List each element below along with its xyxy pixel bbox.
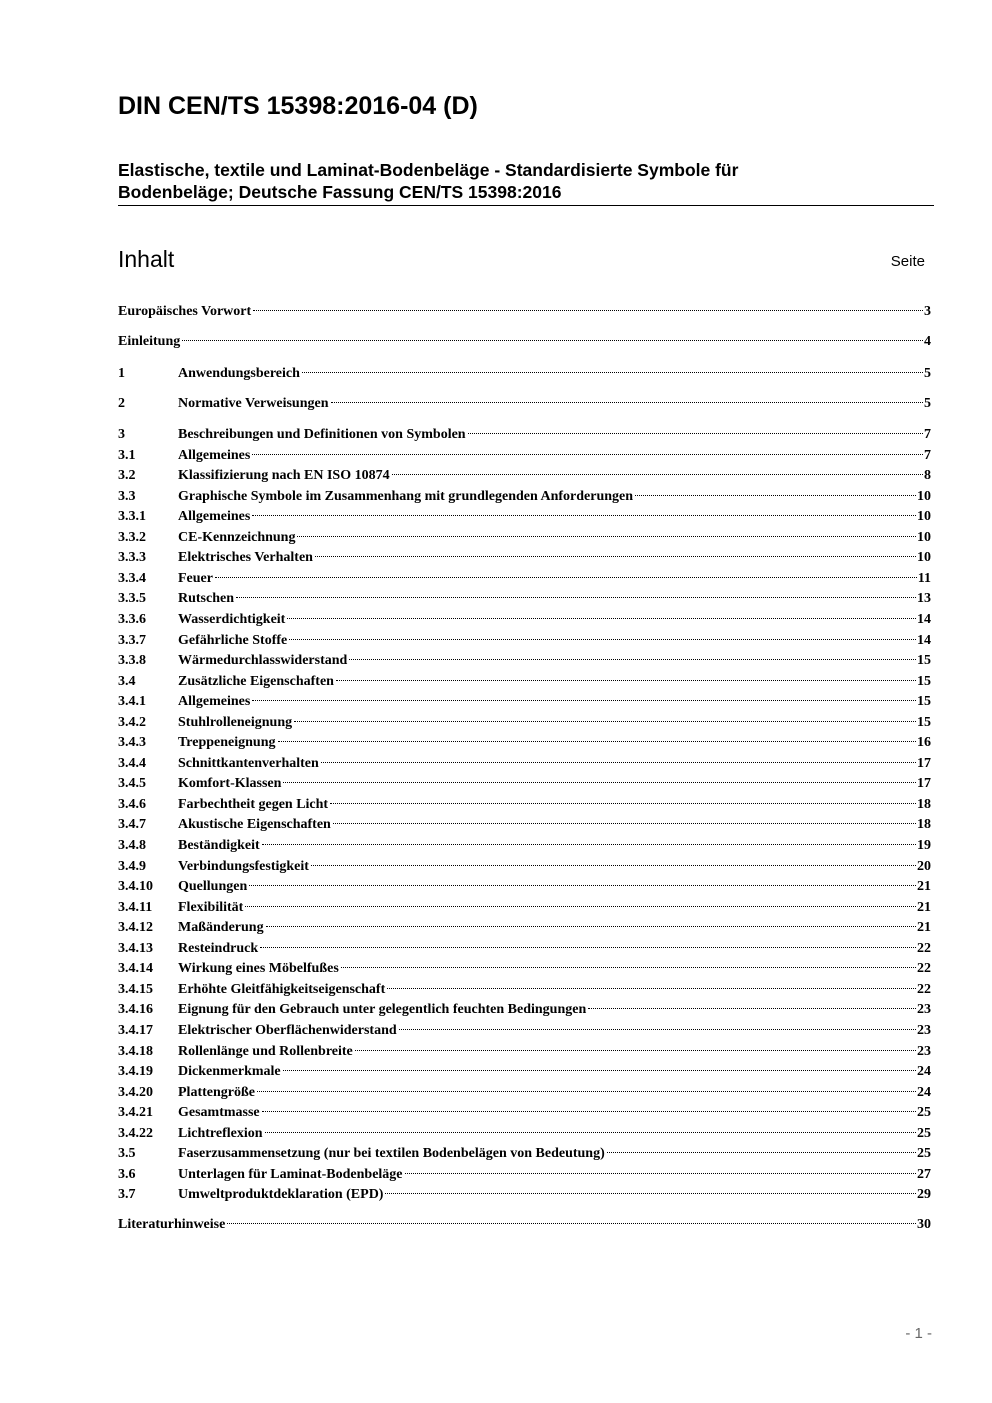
toc-entry-line [178, 774, 931, 794]
toc-entry-line [178, 672, 931, 692]
toc-entry-label: Rutschen [178, 591, 235, 607]
toc-entry-number: 3.3.6 [118, 611, 146, 627]
toc-entry[interactable] [118, 918, 931, 938]
subtitle-line-1: Elastische, textile und Laminat-Bodenbeläge - Standardisierte Symbole für [118, 160, 739, 180]
toc-dot-leader [236, 597, 916, 598]
toc-entry-label: Flexibilität [178, 899, 244, 915]
toc-entry[interactable] [118, 815, 931, 835]
toc-dot-leader [330, 803, 916, 804]
toc-dot-leader [336, 680, 916, 681]
toc-entry[interactable] [118, 610, 931, 630]
toc-entry-line [178, 569, 931, 589]
toc-entry-label: Zusätzliche Eigenschaften [178, 673, 334, 689]
toc-entry-line [178, 1185, 931, 1205]
toc-entry-number: 3 [118, 427, 125, 442]
toc-entry-page: 10 [917, 488, 931, 504]
toc-entry-number: 3.4.7 [118, 817, 146, 833]
toc-entry[interactable] [118, 487, 931, 507]
toc-dot-leader [302, 372, 923, 373]
toc-dot-leader [249, 885, 916, 886]
toc-entry-number: 3.4.20 [118, 1084, 153, 1100]
toc-entry-label: Plattengröße [178, 1084, 255, 1100]
toc-dot-leader [315, 556, 916, 557]
toc-dot-leader [182, 340, 923, 341]
toc-entry-page: 15 [917, 694, 931, 710]
toc-dot-leader [257, 1091, 916, 1092]
toc-entry-number: 3.6 [118, 1166, 136, 1182]
toc-entry-line [178, 1021, 931, 1041]
toc-entry-line [178, 651, 931, 671]
toc-entry-line [178, 815, 931, 835]
toc-entry-line [178, 918, 931, 938]
toc-entry-number: 3.3.3 [118, 550, 146, 566]
toc-entry-label: Allgemeines [178, 694, 251, 710]
toc-entry-page: 25 [917, 1105, 931, 1121]
toc-dot-leader [341, 967, 916, 968]
toc-dot-leader [252, 515, 916, 516]
toc-entry-label: Anwendungsbereich [178, 366, 300, 381]
toc-dot-leader [283, 782, 916, 783]
toc-entry-page: 13 [917, 591, 931, 607]
toc-entry-label: Akustische Eigenschaften [178, 817, 331, 833]
toc-entry-label: Rollenlänge und Rollenbreite [178, 1043, 353, 1059]
toc-entry-page: 27 [917, 1166, 931, 1182]
toc-entry-page: 3 [924, 304, 931, 319]
toc-entry[interactable] [118, 1103, 931, 1123]
toc-entry-number: 3.4.18 [118, 1043, 153, 1059]
toc-dot-leader [294, 721, 916, 722]
toc-entry-page: 21 [917, 899, 931, 915]
toc-entry-number: 3.3.5 [118, 591, 146, 607]
toc-entry[interactable] [118, 302, 931, 322]
toc-entry-page: 25 [917, 1146, 931, 1162]
toc-entry-line [178, 1103, 931, 1123]
toc-entry-label: Erhöhte Gleitfähigkeitseigenschaft [178, 981, 386, 997]
document-subtitle [118, 159, 934, 203]
toc-entry[interactable] [118, 631, 931, 651]
toc-dot-leader [266, 926, 916, 927]
toc-entry-page: 21 [917, 920, 931, 936]
toc-entry-line [178, 836, 931, 856]
toc-entry-line [178, 507, 931, 527]
toc-entry-page: 24 [917, 1064, 931, 1080]
toc-entry-page: 18 [917, 796, 931, 812]
toc-dot-leader [468, 433, 923, 434]
toc-entry-number: 3.4.9 [118, 858, 146, 874]
toc-entry-line [178, 425, 931, 445]
toc-entry-line [178, 980, 931, 1000]
toc-entry-line [178, 394, 931, 414]
toc-entry-number: 3.3.1 [118, 509, 146, 525]
toc-dot-leader [287, 618, 916, 619]
toc-entry-label: Gefährliche Stoffe [178, 632, 288, 648]
toc-entry-page: 17 [917, 776, 931, 792]
toc-entry[interactable] [118, 1185, 931, 1205]
toc-entry-number: 1 [118, 366, 125, 381]
toc-entry-number: 3.3.4 [118, 570, 146, 586]
toc-entry[interactable] [118, 692, 931, 712]
toc-entry-line [178, 1083, 931, 1103]
toc-entry[interactable] [118, 1042, 931, 1062]
toc-entry-label: CE-Kennzeichnung [178, 529, 296, 545]
toc-entry-line [178, 1124, 931, 1144]
toc-entry-number: 3.4.12 [118, 920, 153, 936]
toc-entry-page: 17 [917, 755, 931, 771]
toc-dot-leader [227, 1223, 916, 1224]
toc-entry[interactable] [118, 836, 931, 856]
toc-entry-line [178, 959, 931, 979]
page-column-heading: Seite [890, 253, 925, 270]
toc-dot-leader [262, 844, 916, 845]
toc-entry-number: 3.2 [118, 468, 136, 484]
toc-entry-number: 3.4 [118, 673, 136, 689]
toc-dot-leader [607, 1152, 916, 1153]
toc-entry[interactable] [118, 548, 931, 568]
toc-entry-page: 15 [917, 714, 931, 730]
toc-entry-page: 24 [917, 1084, 931, 1100]
toc-entry-label: Allgemeines [178, 509, 251, 525]
toc-entry[interactable] [118, 1021, 931, 1041]
toc-entry-label: Maßänderung [178, 920, 264, 936]
contents-heading: Inhalt [118, 246, 175, 272]
toc-entry-label: Beschreibungen und Definitionen von Symbolen [178, 427, 466, 442]
toc-dot-leader [289, 639, 916, 640]
toc-dot-leader [405, 1173, 916, 1174]
toc-entry-page: 4 [924, 334, 931, 349]
toc-entry-number: 2 [118, 396, 125, 411]
toc-entry-line [178, 1165, 931, 1185]
toc-entry-label: Resteindruck [178, 940, 259, 956]
toc-entry[interactable] [118, 980, 931, 1000]
toc-dot-leader [252, 454, 923, 455]
toc-entry[interactable] [118, 1062, 931, 1082]
toc-entry[interactable] [118, 754, 931, 774]
toc-entry-label: Allgemeines [178, 447, 251, 463]
toc-dot-leader [252, 700, 916, 701]
toc-entry[interactable] [118, 877, 931, 897]
toc-entry-page: 7 [924, 427, 931, 442]
toc-entry-line [178, 528, 931, 548]
toc-entry-page: 19 [917, 838, 931, 853]
toc-entry-line [178, 898, 931, 918]
toc-entry-label: Klassifizierung nach EN ISO 10874 [178, 468, 390, 484]
toc-entry-label: Gesamtmasse [178, 1105, 260, 1121]
toc-entry[interactable] [118, 446, 931, 466]
toc-dot-leader [262, 1111, 916, 1112]
toc-entry-page: 30 [917, 1217, 931, 1232]
toc-entry-page: 10 [917, 529, 931, 545]
toc-entry-page: 21 [917, 879, 931, 895]
toc-dot-leader [260, 947, 916, 948]
toc-entry-label: Feuer [178, 570, 213, 586]
toc-entry-page: 22 [917, 961, 931, 977]
toc-entry[interactable] [118, 507, 931, 527]
toc-entry-page: 5 [924, 366, 931, 381]
toc-entry-number: 3.5 [118, 1146, 136, 1162]
toc-entry[interactable] [118, 651, 931, 671]
toc-entry-page: 22 [917, 940, 931, 956]
toc-entry-label: Dickenmerkmale [178, 1064, 281, 1080]
toc-entry-label: Stuhlrolleneignung [178, 714, 293, 730]
toc-entry-page: 29 [917, 1187, 931, 1203]
toc-entry-label: Farbechtheit gegen Licht [178, 796, 329, 812]
toc-entry-number: 3.4.22 [118, 1125, 153, 1141]
toc-entry-label: Faserzusammensetzung (nur bei textilen Bodenbelägen von Bedeutung) [178, 1146, 605, 1162]
toc-entry-line [178, 1062, 931, 1082]
toc-entry-label: Beständigkeit [178, 838, 260, 853]
toc-entry-label: Literaturhinweise [118, 1217, 226, 1232]
toc-dot-leader [387, 988, 916, 989]
toc-entry-line [178, 466, 931, 486]
toc-dot-leader [588, 1008, 916, 1009]
toc-dot-leader [399, 1029, 916, 1030]
toc-entry-line [178, 589, 931, 609]
toc-entry-line [178, 610, 931, 630]
toc-entry-label: Verbindungsfestigkeit [178, 858, 309, 874]
toc-dot-leader [215, 577, 917, 578]
toc-entry-number: 3.4.10 [118, 879, 153, 895]
page-number: - 1 - [905, 1325, 932, 1342]
toc-entry-number: 3.3.8 [118, 653, 146, 669]
toc-entry-page: 7 [924, 447, 931, 463]
toc-entry-page: 25 [917, 1125, 931, 1141]
toc-entry-page: 18 [917, 817, 931, 833]
toc-dot-leader [392, 474, 923, 475]
subtitle-line-2: Bodenbeläge; Deutsche Fassung CEN/TS 15398:2016 [118, 182, 562, 202]
toc-entry-page: 23 [917, 1022, 931, 1038]
toc-entry-page: 10 [917, 509, 931, 525]
toc-entry-line [178, 1042, 931, 1062]
toc-dot-leader [283, 1070, 916, 1071]
toc-entry-label: Europäisches Vorwort [118, 304, 252, 319]
toc-entry[interactable] [118, 394, 931, 414]
toc-entry-number: 3.1 [118, 447, 136, 463]
toc-entry[interactable] [118, 589, 931, 609]
toc-entry-line [178, 713, 931, 733]
toc-entry[interactable] [118, 1124, 931, 1144]
toc-entry-line [118, 1215, 931, 1235]
toc-dot-leader [385, 1193, 916, 1194]
toc-entry-page: 20 [917, 858, 931, 874]
toc-entry-line [178, 1144, 931, 1164]
toc-entry-number: 3.4.1 [118, 694, 146, 710]
title-divider [118, 205, 934, 206]
toc-entry-page: 23 [917, 1043, 931, 1059]
toc-dot-leader [311, 865, 916, 866]
toc-entry[interactable] [118, 1215, 931, 1235]
toc-entry-page: 14 [917, 611, 931, 627]
toc-entry[interactable] [118, 1000, 931, 1020]
toc-entry-label: Normative Verweisungen [178, 396, 329, 411]
toc-entry-page: 8 [924, 468, 931, 484]
toc-entry-label: Umweltproduktdeklaration (EPD) [178, 1187, 384, 1203]
toc-entry[interactable] [118, 569, 931, 589]
toc-entry-label: Unterlagen für Laminat-Bodenbeläge [178, 1166, 403, 1182]
toc-entry-line [118, 302, 931, 322]
toc-dot-leader [253, 310, 923, 311]
toc-entry-number: 3.4.16 [118, 1002, 153, 1018]
toc-entry-label: Einleitung [118, 334, 181, 349]
toc-entry-label: Lichtreflexion [178, 1125, 263, 1141]
toc-entry-label: Elektrisches Verhalten [178, 550, 313, 566]
toc-entry[interactable] [118, 528, 931, 548]
toc-entry-number: 3.4.17 [118, 1022, 153, 1038]
toc-dot-leader [265, 1132, 916, 1133]
toc-dot-leader [355, 1050, 916, 1051]
toc-entry-label: Wirkung eines Möbelfußes [178, 961, 339, 977]
toc-entry-number: 3.4.8 [118, 838, 146, 853]
toc-entry[interactable] [118, 672, 931, 692]
toc-entry[interactable] [118, 959, 931, 979]
toc-dot-leader [321, 762, 916, 763]
toc-entry-line [178, 733, 931, 753]
toc-entry-number: 3.4.6 [118, 796, 146, 812]
toc-entry-line [178, 1000, 931, 1020]
toc-entry-line [178, 487, 931, 507]
toc-dot-leader [331, 402, 924, 403]
toc-entry-line [178, 857, 931, 877]
toc-dot-leader [333, 823, 916, 824]
toc-entry-page: 22 [917, 981, 931, 997]
toc-entry-line [178, 692, 931, 712]
toc-entry-number: 3.4.19 [118, 1064, 153, 1080]
toc-entry[interactable] [118, 898, 931, 918]
toc-entry[interactable] [118, 733, 931, 753]
toc-entry-label: Eignung für den Gebrauch unter gelegentlich feuchten Bedingungen [178, 1002, 587, 1018]
toc-entry-label: Quellungen [178, 879, 248, 895]
toc-entry-number: 3.7 [118, 1187, 136, 1203]
toc-entry-line [178, 877, 931, 897]
toc-entry-label: Schnittkantenverhalten [178, 755, 319, 771]
toc-entry[interactable] [118, 466, 931, 486]
toc-dot-leader [635, 495, 916, 496]
toc-entry-number: 3.4.15 [118, 981, 153, 997]
toc-dot-leader [297, 536, 916, 537]
toc-entry-line [178, 631, 931, 651]
toc-entry-number: 3.4.11 [118, 899, 153, 915]
toc-entry[interactable] [118, 364, 931, 384]
toc-entry[interactable] [118, 857, 931, 877]
toc-dot-leader [278, 741, 916, 742]
toc-entry-number: 3.4.3 [118, 735, 146, 751]
toc-entry-label: Graphische Symbole im Zusammenhang mit grundlegenden Anforderungen [178, 488, 634, 504]
toc-entry[interactable] [118, 332, 931, 352]
toc-entry[interactable] [118, 939, 931, 959]
toc-entry-number: 3.3 [118, 488, 136, 504]
document-title: DIN CEN/TS 15398:2016-04 (D) [118, 92, 478, 120]
toc-entry-line [178, 364, 931, 384]
toc-entry[interactable] [118, 425, 931, 445]
toc-entry-number: 3.4.2 [118, 714, 146, 730]
toc-entry-label: Komfort-Klassen [178, 776, 282, 792]
toc-entry[interactable] [118, 774, 931, 794]
toc-entry-line [178, 548, 931, 568]
toc-entry-number: 3.4.13 [118, 940, 153, 956]
toc-entry-page: 10 [917, 550, 931, 566]
toc-entry-line [178, 446, 931, 466]
toc-entry-label: Treppeneignung [178, 735, 276, 751]
toc-entry[interactable] [118, 1165, 931, 1185]
toc-entry-number: 3.4.4 [118, 755, 146, 771]
toc-entry-page: 5 [924, 396, 931, 411]
toc-entry-line [178, 795, 931, 815]
toc-entry-number: 3.4.5 [118, 776, 146, 792]
toc-entry-page: 15 [917, 673, 931, 689]
toc-entry-line [178, 939, 931, 959]
toc-entry-page: 15 [917, 653, 931, 669]
toc-entry-number: 3.4.21 [118, 1105, 153, 1121]
toc-entry-line [178, 754, 931, 774]
toc-entry-number: 3.4.14 [118, 961, 153, 977]
toc-dot-leader [349, 659, 916, 660]
toc-entry-label: Wasserdichtigkeit [178, 611, 286, 627]
toc-entry-page: 11 [917, 570, 931, 586]
toc-dot-leader [245, 906, 916, 907]
toc-entry-number: 3.3.7 [118, 632, 146, 648]
toc-entry-label: Elektrischer Oberflächenwiderstand [178, 1022, 397, 1038]
toc-entry[interactable] [118, 1144, 931, 1164]
toc-entry-line [118, 332, 931, 352]
toc-entry[interactable] [118, 795, 931, 815]
toc-entry[interactable] [118, 713, 931, 733]
toc-entry[interactable] [118, 1083, 931, 1103]
toc-entry-page: 14 [917, 632, 931, 648]
toc-entry-page: 23 [917, 1002, 931, 1018]
toc-entry-label: Wärmedurchlasswiderstand [178, 653, 348, 669]
toc-entry-number: 3.3.2 [118, 529, 146, 545]
toc-entry-page: 16 [917, 735, 931, 751]
